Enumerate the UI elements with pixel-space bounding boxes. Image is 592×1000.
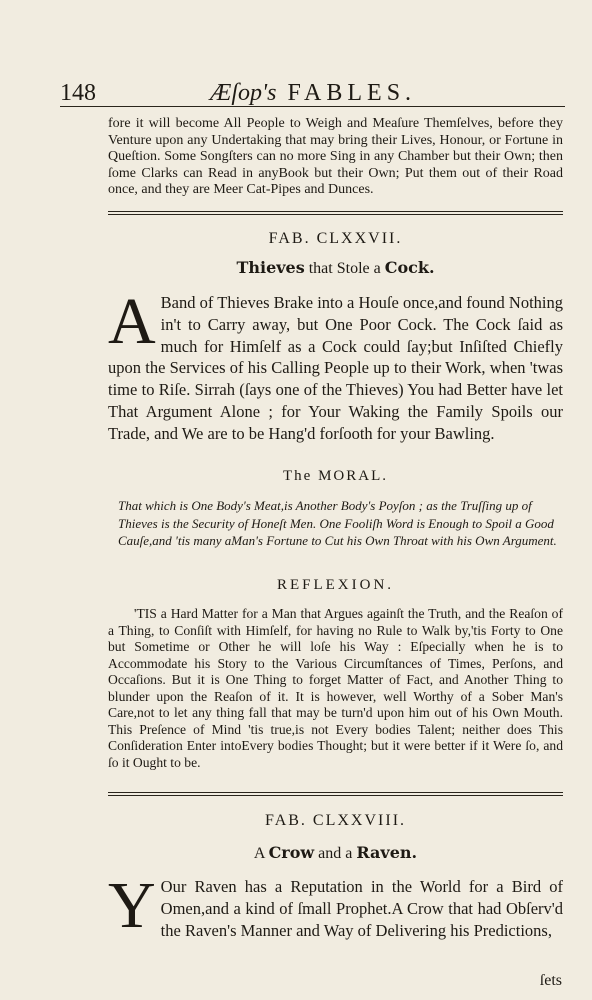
fable-title-part2: Cock. bbox=[384, 258, 435, 277]
continuation-text bbox=[108, 116, 563, 199]
moral-paragraph: That which is One Body's Meat,is Another Body's Poyſon ; as the Truſſing up of Thieves is the Security of Honeſt Men. One Fooliſh Word is Enough to Spoil a Good Cauſe,and 'tis many aMan's Fortune to Cut his Own Throat with his Own Argument. bbox=[118, 498, 557, 548]
drop-cap: A bbox=[108, 285, 156, 358]
running-title-prefix: Æſop's bbox=[210, 80, 277, 106]
drop-cap-2: Y bbox=[108, 869, 156, 942]
section-rule bbox=[108, 211, 563, 215]
catchword: ſets bbox=[539, 972, 562, 989]
fable-title-part1: Thieves bbox=[236, 258, 305, 277]
fable-title-2-join: and a bbox=[314, 845, 357, 862]
reflexion-text bbox=[108, 606, 563, 771]
fable-body-2-text: Our Raven has a Reputation in the World for a Bird of Omen,and a kind of ſmall Prophet.A Crow that had Obſerv'd the Raven's Manner and Way of Delivering his Predictions, bbox=[160, 877, 563, 940]
fable-number-2: FAB. CLXXVIII. bbox=[264, 812, 407, 829]
fable-title-2-part2: Raven. bbox=[356, 843, 418, 862]
fable-body-text: Band of Thieves Brake into a Houſe once,and found Nothing in't to Carry away, but One Poor Cock. The Cock ſaid as much for Himſelf as a Cock could ſay;but Inſiſted Chiefly upon the Services of his Calling People up to their Work, when 'twas time to Riſe. Sirrah (ſays one of the Thieves) You had Better have let That Argument Alone ; for Your Waking the Family Spoils our Trade, and We are to be Hang'd forſooth for your Bawling. bbox=[108, 293, 563, 443]
reflexion-heading: REFLEXION. bbox=[276, 577, 395, 593]
moral-text bbox=[118, 497, 563, 550]
fable-title bbox=[108, 258, 563, 278]
fable-title-2-pre: A bbox=[253, 845, 269, 862]
fable-title-2-part1: Crow bbox=[268, 843, 315, 862]
header-rule bbox=[60, 106, 565, 107]
running-title-main: FABLES. bbox=[287, 80, 417, 106]
running-title bbox=[210, 80, 416, 107]
fable-body bbox=[108, 285, 563, 445]
fable-title-2 bbox=[108, 843, 563, 863]
section-rule-2 bbox=[108, 792, 563, 796]
fable-title-join: that Stole a bbox=[304, 260, 385, 277]
moral-heading: The MORAL. bbox=[283, 468, 388, 484]
fable-body-2 bbox=[108, 869, 563, 942]
page-number: 148 bbox=[60, 80, 96, 106]
fable-number: FAB. CLXXVII. bbox=[268, 230, 403, 247]
continuation-paragraph: fore it will become All People to Weigh and Meaſure Themſelves, before they Venture upon any Undertaking that may bring their Lives, Honour, or Fortune in Queſtion. Some Songſters can no more Sing in any Chamber but their Own; then ſome Clarks can Read in anyBook but their Own; Put them out of their Road once, and they are Meer Cat-Pipes and Dunces. bbox=[108, 116, 563, 197]
reflexion-paragraph: 'TIS a Hard Matter for a Man that Argues againſt the Truth, and the Reaſon of a Thing, to Conſiſt with Himſelf, for having no Rule to Walk by,'tis Forty to One but Sometime or Other he will loſe his Way : Eſpecially when he is to Accommodate his Story to the Various Circumſtances of Times, Perſons, and Occaſions. But it is One Thing to forget Matter of Fact, and Another Thing to blunder upon the Reaſon of it. It is however, well Worthy of a Sober Man's Care,not to let any thing fall that may be turn'd upon him out of his Own Mouth. This Preſence of Mind 'tis true,is not Every bodies Talent; neither does This Conſideration Enter intoEvery bodies Thought; but it were better if it Were ſo, and ſo it Ought to be. bbox=[108, 606, 563, 770]
